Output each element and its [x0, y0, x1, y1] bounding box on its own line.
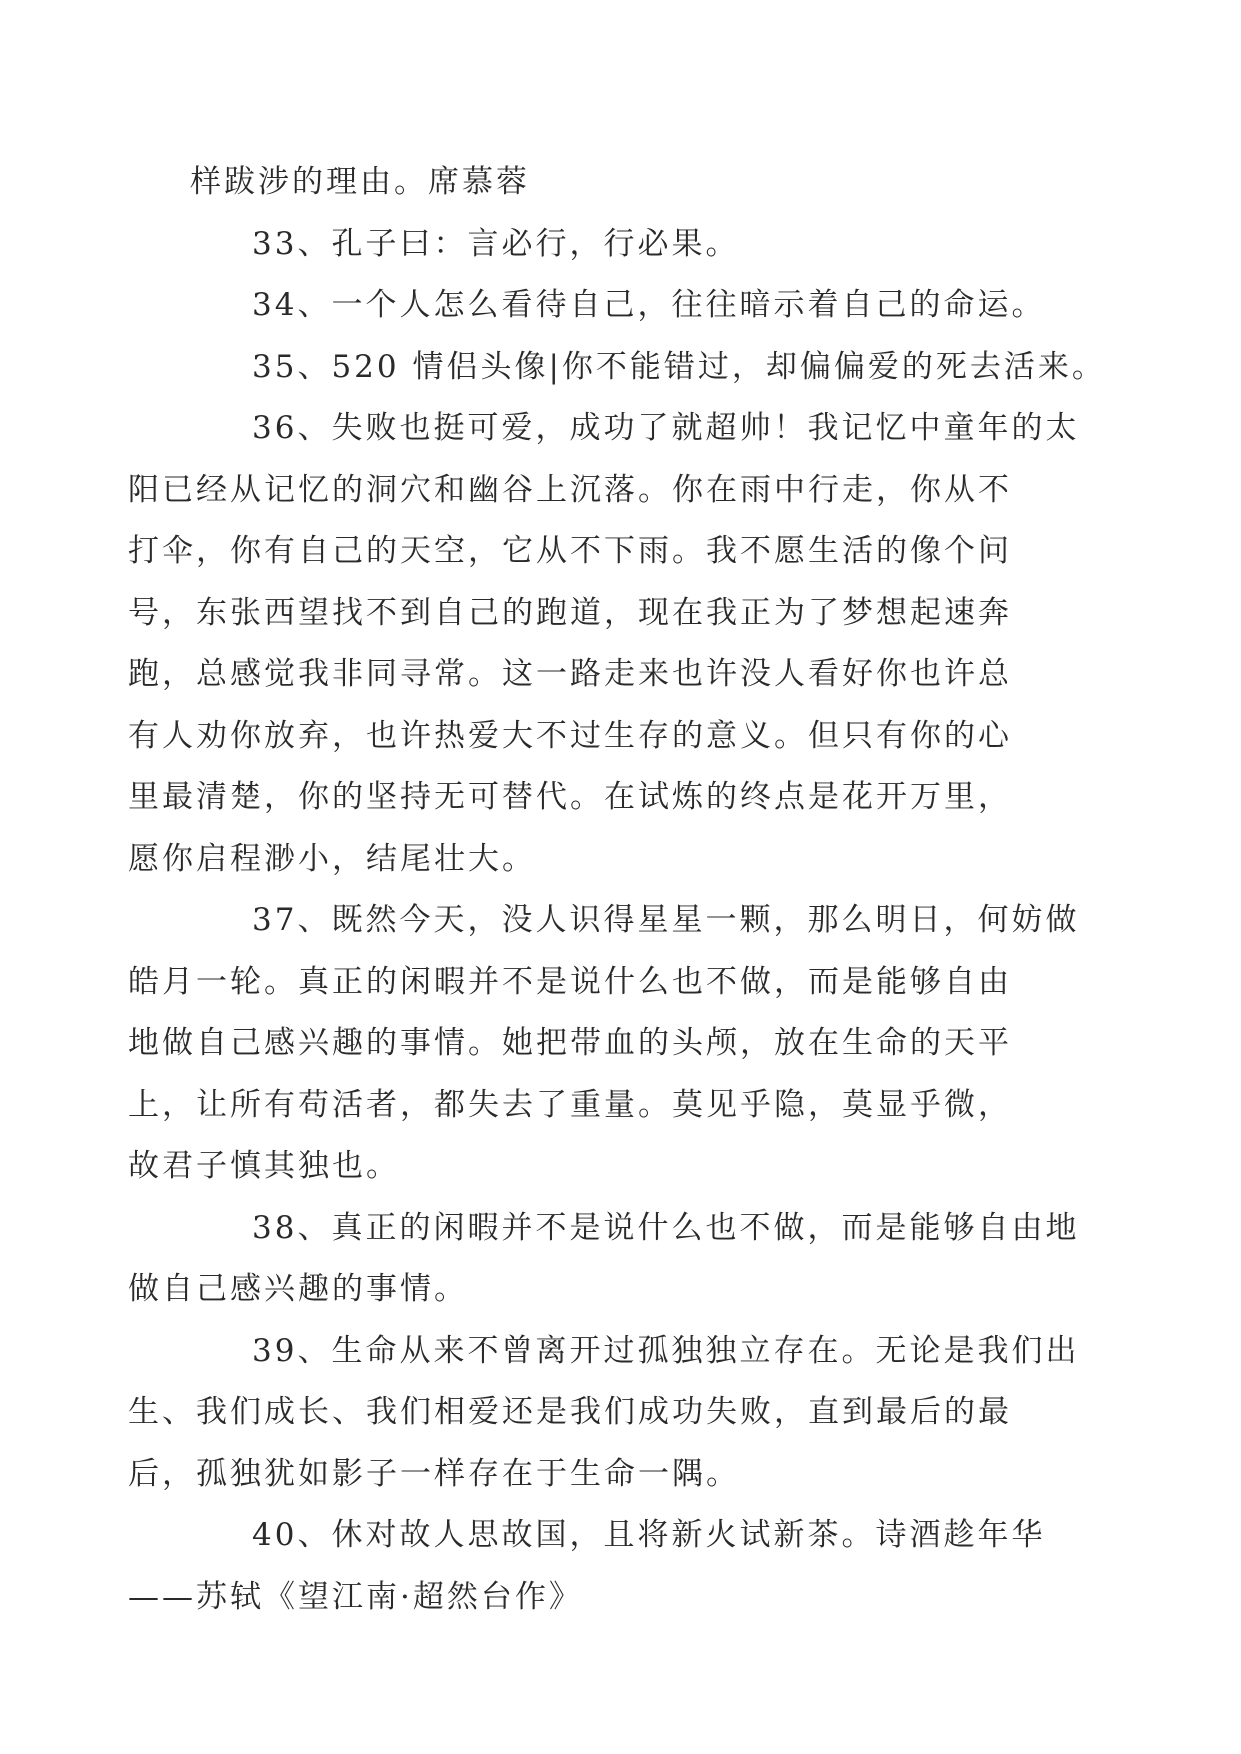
- text-line: 做自己感兴趣的事情。: [128, 1271, 468, 1307]
- text-line: 34、一个人怎么看待自己，往往暗示着自己的命运。: [252, 287, 1046, 323]
- paragraph-38: [128, 1198, 1080, 1321]
- document-body: [128, 152, 1106, 1628]
- text-line: 里最清楚，你的坚持无可替代。在试炼的终点是花开万里，: [128, 779, 1012, 815]
- text-line: 后，孤独犹如影子一样存在于生命一隅。: [128, 1455, 740, 1492]
- paragraph-37: [128, 890, 1080, 1198]
- text-line: 有人劝你放弃，也许热爱大不过生存的意义。但只有你的心: [128, 717, 1012, 754]
- text-line: 阳已经从记忆的洞穴和幽谷上沉落。你在雨中行走，你从不: [128, 471, 1012, 508]
- text-line: 37、既然今天，没人识得星星一颗，那么明日，何妨做: [252, 902, 1080, 938]
- text-line: 35、520 情侣头像|你不能错过，却偏偏爱的死去活来。: [252, 348, 1106, 385]
- text-line: 地做自己感兴趣的事情。她把带血的头颅，放在生命的天平: [128, 1025, 1012, 1061]
- paragraph-36: [128, 398, 1080, 890]
- text-line: 打伞，你有自己的天空，它从不下雨。我不愿生活的像个问: [128, 533, 1012, 569]
- paragraph-39: [128, 1321, 1080, 1506]
- text-line: 样跋涉的理由。席慕蓉: [190, 164, 530, 200]
- paragraph-34: [190, 275, 1070, 337]
- text-line: 愿你启程渺小，结尾壮大。: [128, 840, 536, 877]
- text-line: 生、我们成长、我们相爱还是我们成功失败，直到最后的最: [128, 1394, 1012, 1430]
- paragraph-35: [190, 337, 1106, 399]
- text-line: ——苏轼《望江南·超然台作》: [128, 1578, 583, 1615]
- text-line: 38、真正的闲暇并不是说什么也不做，而是能够自由地: [252, 1209, 1080, 1246]
- text-line: 40、休对故人思故国，且将新火试新茶。诗酒趁年华: [252, 1517, 1046, 1553]
- text-line: 36、失败也挺可爱，成功了就超帅！我记忆中童年的太: [252, 410, 1080, 446]
- text-line: 皓月一轮。真正的闲暇并不是说什么也不做，而是能够自由: [128, 963, 1012, 1000]
- text-line: 故君子慎其独也。: [128, 1148, 400, 1184]
- paragraph-33: [190, 214, 1070, 276]
- text-line: 39、生命从来不曾离开过孤独独立存在。无论是我们出: [252, 1332, 1080, 1369]
- text-line: 上，让所有苟活者，都失去了重量。莫见乎隐，莫显乎微，: [128, 1086, 1012, 1123]
- paragraph-continuation: [190, 152, 1070, 214]
- text-line: 33、孔子曰：言必行，行必果。: [252, 225, 740, 262]
- paragraph-40: [128, 1505, 1070, 1628]
- text-line: 号，东张西望找不到自己的跑道，现在我正为了梦想起速奔: [128, 594, 1012, 631]
- text-line: 跑，总感觉我非同寻常。这一路走来也许没人看好你也许总: [128, 656, 1012, 692]
